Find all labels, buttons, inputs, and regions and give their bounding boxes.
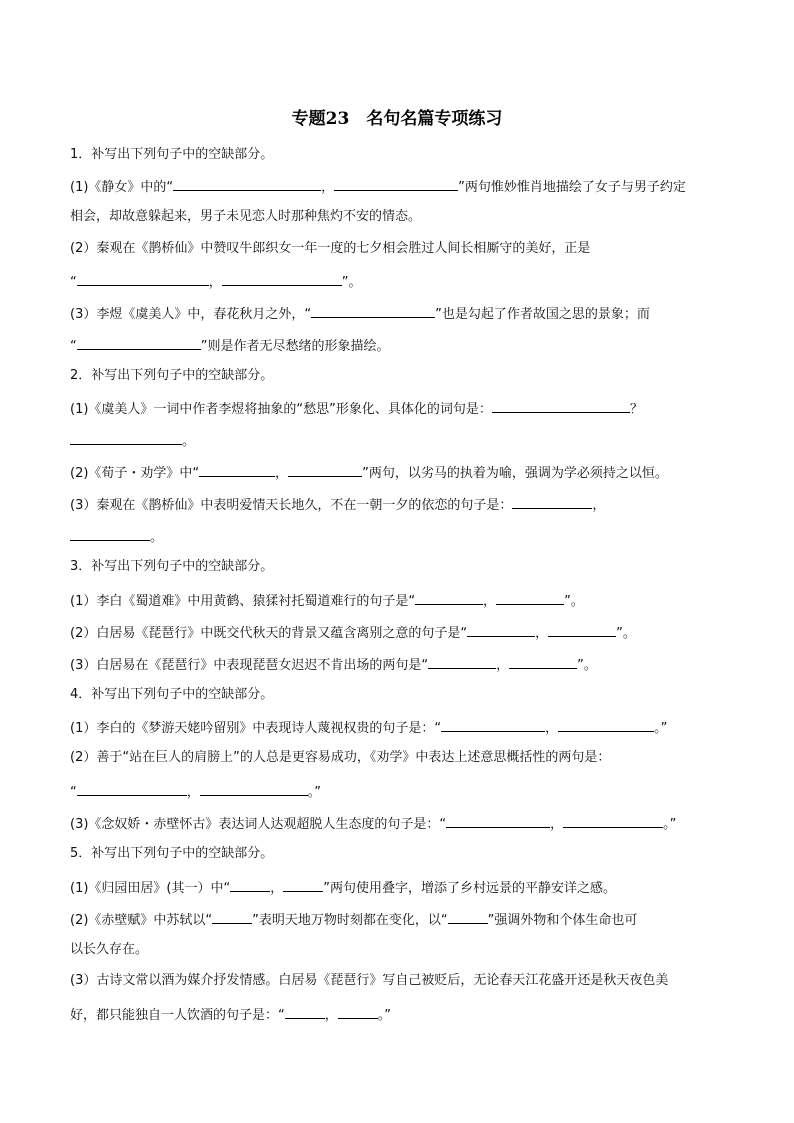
answer-blank[interactable] [448,909,488,924]
q1-s2-line1: (2）秦观在《鹊桥仙》中赞叹牛郎织女一年一度的七夕相会胜过人间长相厮守的美好，正是 [70,241,591,256]
answer-blank[interactable] [496,590,564,605]
answer-blank[interactable] [415,590,483,605]
q2-s1-line2: 。 [70,430,195,451]
answer-blank[interactable] [70,430,182,445]
answer-blank[interactable] [558,717,654,732]
answer-blank[interactable] [285,1004,325,1019]
answer-blank[interactable] [200,781,308,796]
q4-s2-line2: “ ， 。” [70,781,321,802]
answer-blank[interactable] [512,494,592,509]
answer-blank[interactable] [548,622,616,637]
q5-s3-line1: (3）古诗文常以酒为媒介抒发情感。白居易《琵琶行》写自己被贬后，无论春天江花盛开还是秋天夜色美 [70,973,669,988]
q5-heading: 5．补写出下列句子中的空缺部分。 [70,846,274,861]
q2-heading: 2．补写出下列句子中的空缺部分。 [70,368,274,383]
answer-blank[interactable] [283,877,323,892]
q4-s1: (1）李白的《梦游天姥吟留别》中表现诗人蔑视权贵的句子是：“ ， 。” [70,717,667,738]
answer-blank[interactable] [70,526,150,541]
q5-s1: (1)《归园田居》(其一）中“ ， ”两句使用叠字，增添了乡村远景的平静安详之感。 [70,877,616,898]
q3-s3: (3）白居易在《琵琶行》中表现琵琶女迟迟不肯出场的两句是“ ， ”。 [70,654,597,675]
q4-heading: 4．补写出下列句子中的空缺部分。 [70,687,274,702]
answer-blank[interactable] [428,654,496,669]
answer-blank[interactable] [509,654,577,669]
q2-s3-line1: (3）秦观在《鹊桥仙》中表明爱情天长地久，不在一朝一夕的依恋的句子是： ， [70,494,605,515]
answer-blank[interactable] [222,271,342,286]
answer-blank[interactable] [77,335,201,350]
q4-s3: (3)《念奴娇・赤壁怀古》表达词人达观超脱人生态度的句子是：“ ， 。” [70,813,676,834]
answer-blank[interactable] [288,462,362,477]
answer-blank[interactable] [77,271,209,286]
answer-blank[interactable] [77,781,187,796]
answer-blank[interactable] [441,717,545,732]
q3-s1: (1）李白《蜀道难》中用黄鹤、猿猱衬托蜀道难行的句子是“ ， ”。 [70,590,584,611]
q1-s3-line1: (3）李煜《虞美人》中，春花秋月之外，“ ”也是勾起了作者故国之思的景象；而 [70,303,650,324]
answer-blank[interactable] [446,813,550,828]
q3-heading: 3．补写出下列句子中的空缺部分。 [70,559,274,574]
answer-blank[interactable] [338,1004,378,1019]
q3-s2: (2）白居易《琵琶行》中既交代秋天的背景又蕴含离别之意的句子是“ ， ”。 [70,622,636,643]
answer-blank[interactable] [173,176,321,191]
q1-s2-line2: “ ， ”。 [70,271,362,292]
answer-blank[interactable] [199,462,275,477]
q4-s2-line1: (2）善于“站在巨人的肩膀上”的人总是更容易成功，《劝学》中表达上述意思概括性的两句是： [70,750,611,765]
q5-s2-line1: (2)《赤壁赋》中苏轼以“ ”表明天地万物时刻都在变化，以“ ”强调外物和个体生命也可 [70,909,637,930]
q1-s3-line2: “ ”则是作者无尽愁绪的形象描绘。 [70,335,390,356]
q2-s1-line1: (1)《虞美人》一词中作者李煜将抽象的“愁思”形象化、具体化的词句是： ？ [70,398,643,419]
answer-blank[interactable] [212,909,252,924]
answer-blank[interactable] [230,877,270,892]
q5-s3-line2: 好，都只能独自一人饮酒的句子是：“ ， 。” [70,1004,391,1025]
q2-s3-line2: 。 [70,526,163,547]
answer-blank[interactable] [311,303,435,318]
answer-blank[interactable] [467,622,535,637]
page-title: 专题23 名句名篇专项练习 [291,109,503,129]
q2-s2: (2)《荀子・劝学》中“ ， ”两句，以劣马的执着为喻，强调为学必须持之以恒。 [70,462,668,483]
answer-blank[interactable] [492,398,630,413]
q1-s1-line1: (1)《静女》中的“ ， ”两句惟妙惟肖地描绘了女子与男子约定 [70,176,686,197]
q1-s1-line2: 相会，却故意躲起来，男子未见恋人时那种焦灼不安的情态。 [70,209,422,224]
q1-heading: 1．补写出下列句子中的空缺部分。 [70,147,274,162]
q5-s2-line2: 以长久存在。 [70,942,149,957]
answer-blank[interactable] [334,176,458,191]
answer-blank[interactable] [563,813,663,828]
